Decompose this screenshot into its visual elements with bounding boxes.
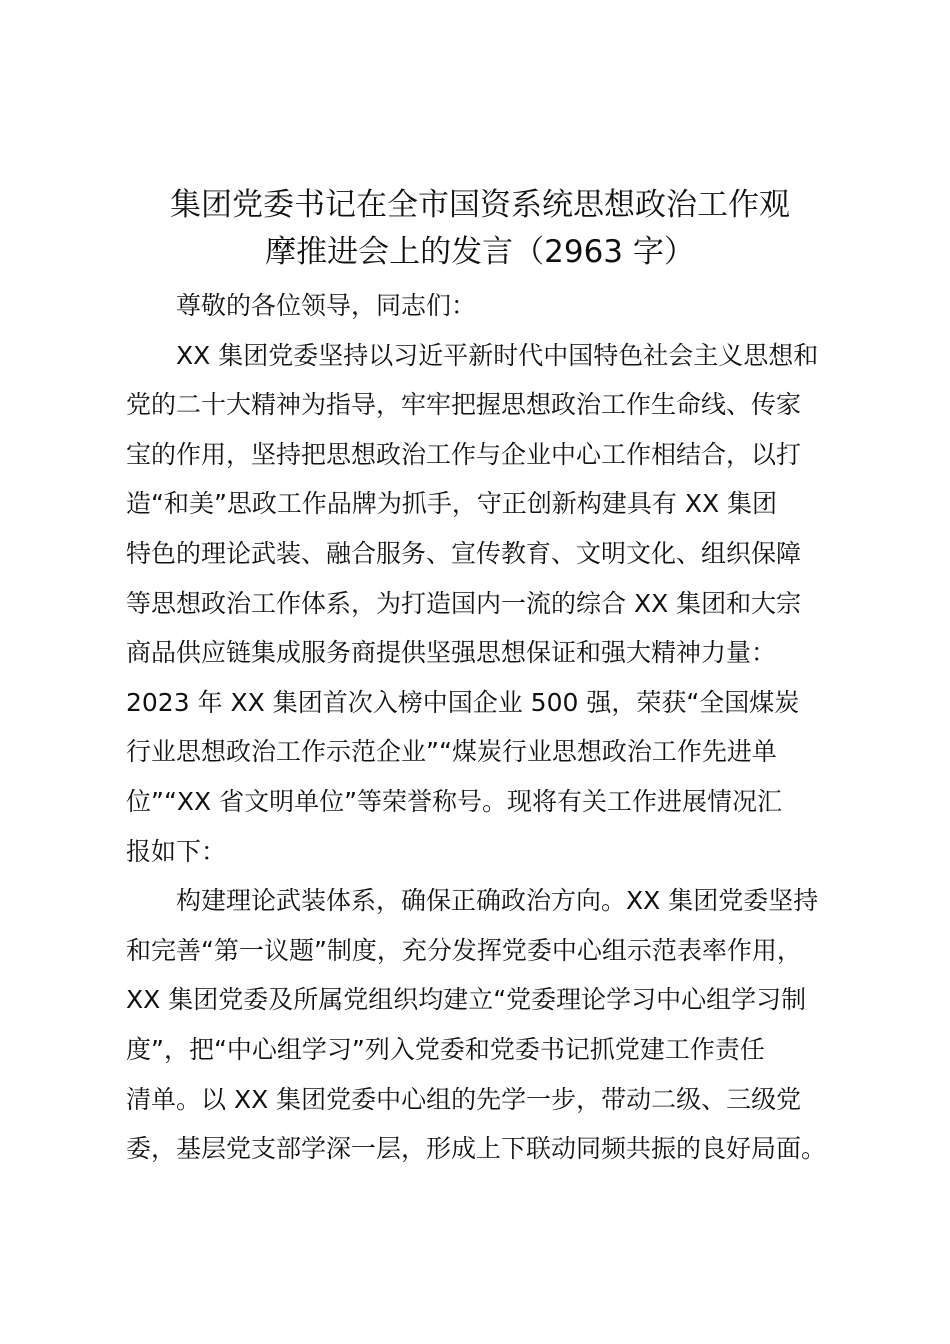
salutation: 尊敬的各位领导，同志们： — [176, 291, 477, 320]
paragraph-1-line: 特色的理论武装、融合服务、宣传教育、文明文化、组织保障 — [126, 538, 802, 568]
title-line-2: 摩推进会上的发言（2963 字） — [265, 234, 695, 270]
document-title — [110, 182, 850, 276]
paragraph-1-line: 等思想政治工作体系，为打造国内一流的综合 XX 集团和大宗 — [126, 588, 802, 618]
paragraph-1-line: 行业思想政治工作示范企业”“煤炭行业思想政治工作先进单 — [126, 737, 777, 767]
paragraph-1-line: 2023 年 XX 集团首次入榜中国企业 500 强，荣获“全国煤炭 — [126, 687, 800, 717]
paragraph-1-line: 位”“XX 省文明单位”等荣誉称号。现将有关工作进展情况汇 — [126, 786, 783, 816]
paragraph-2-line: 度”，把“中心组学习”列入党委和党委书记抓党建工作责任 — [126, 1034, 765, 1064]
paragraph-2-line: 和完善“第一议题”制度，充分发挥党委中心组示范表率作用， — [126, 935, 802, 965]
paragraph-1-line: 宝的作用，坚持把思想政治工作与企业中心工作相结合，以打 — [126, 439, 802, 469]
title-line-1: 集团党委书记在全市国资系统思想政治工作观 — [170, 187, 790, 223]
paragraph-2-line: 清单。以 XX 集团党委中心组的先学一步，带动二级、三级党 — [126, 1084, 802, 1114]
paragraph-1-line: 造“和美”思政工作品牌为抓手，守正创新构建具有 XX 集团 — [126, 489, 778, 519]
paragraph-1-line: XX 集团党委坚持以习近平新时代中国特色社会主义思想和 — [176, 340, 819, 370]
document-body — [126, 281, 836, 1174]
paragraph-1-line: 党的二十大精神为指导，牢牢把握思想政治工作生命线、传家 — [126, 390, 802, 420]
paragraph-1-line: 商品供应链集成服务商提供坚强思想保证和强大精神力量： — [126, 638, 777, 668]
paragraph-1-line: 报如下： — [126, 836, 227, 866]
paragraph-2-line: 委，基层党支部学深一层，形成上下联动同频共振的良好局面。 — [126, 1134, 827, 1164]
paragraph-2-line: XX 集团党委及所属党组织均建立“党委理论学习中心组学习制 — [126, 985, 807, 1015]
paragraph-2-line: 构建理论武装体系，确保正确政治方向。XX 集团党委坚持 — [176, 886, 819, 916]
